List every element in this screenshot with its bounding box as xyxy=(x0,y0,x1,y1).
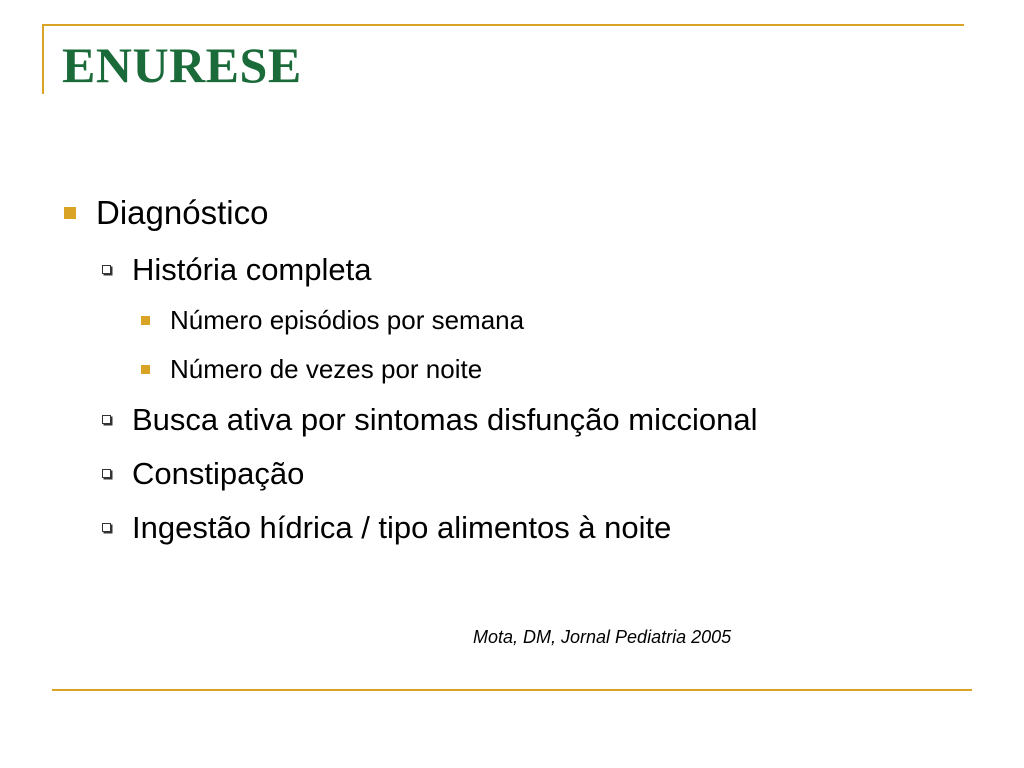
bottom-border-line xyxy=(52,689,972,691)
slide-title: ENURESE xyxy=(62,37,302,93)
bullet-level1 xyxy=(64,196,268,229)
hollow-square-bullet-icon xyxy=(102,265,111,274)
bullet-text: Busca ativa por sintomas disfunção miccional xyxy=(132,402,758,437)
square-bullet-icon xyxy=(64,207,76,219)
square-bullet-icon xyxy=(141,316,150,325)
bullet-text: Diagnóstico xyxy=(96,194,269,231)
bullet-level2 xyxy=(102,254,371,285)
hollow-square-bullet-icon xyxy=(102,523,111,532)
bullet-level2 xyxy=(102,404,757,435)
bullet-level2 xyxy=(102,458,304,489)
square-bullet-icon xyxy=(141,365,150,374)
bullet-text: História completa xyxy=(132,252,372,287)
bullet-level2 xyxy=(102,512,671,543)
bullet-text: Número episódios por semana xyxy=(170,305,525,335)
hollow-square-bullet-icon xyxy=(102,415,111,424)
bullet-text: Número de vezes por noite xyxy=(170,354,483,384)
hollow-square-bullet-icon xyxy=(102,469,111,478)
bullet-text: Constipação xyxy=(132,456,305,491)
bullet-text: Ingestão hídrica / tipo alimentos à noite xyxy=(132,510,672,545)
bullet-level3 xyxy=(141,307,524,333)
bullet-level3 xyxy=(141,356,482,382)
citation: Mota, DM, Jornal Pediatria 2005 xyxy=(473,627,732,647)
